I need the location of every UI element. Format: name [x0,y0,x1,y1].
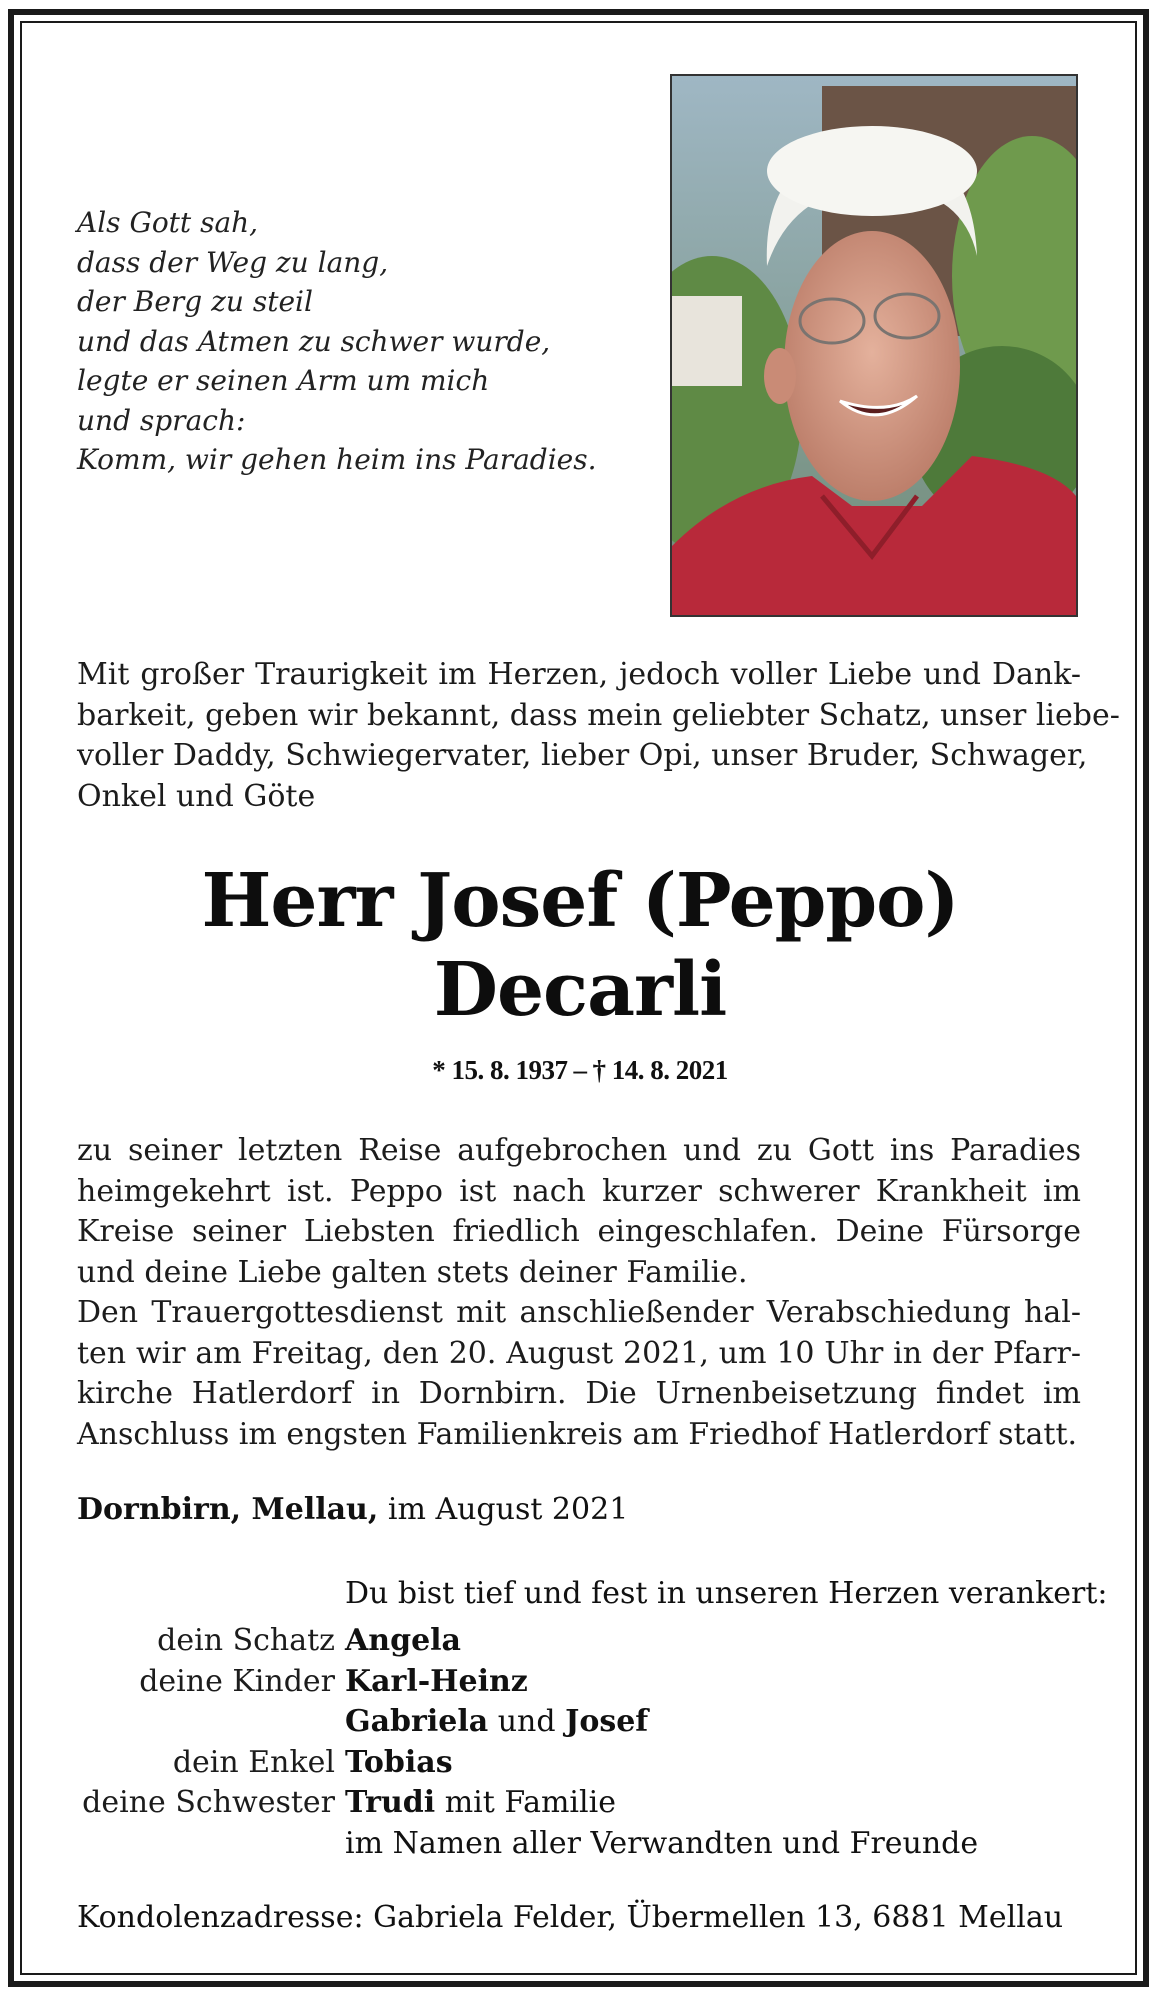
intro-line: barkeit, geben wir bekannt, dass mein geliebter Schatz, unser liebe- [77,697,1120,733]
family-role-empty [60,1702,345,1743]
family-conjunction: und [497,1704,556,1739]
family-role: dein Schatz [157,1623,335,1658]
family-suffix: mit Familie [444,1785,616,1820]
family-row [60,1743,1080,1784]
life-dates [80,1052,1080,1088]
portrait-photo [670,74,1078,617]
poem-line: und das Atmen zu schwer wurde, [77,324,551,358]
body-line: kirche Hatlerdorf in Dornbirn. Die Urnenbeisetzung findet im [77,1376,1081,1411]
family-names [345,1783,1080,1824]
body-line: Anschluss im engsten Familienkreis am Friedhof Hatlerdorf statt. [77,1416,1078,1452]
place-names: Dornbirn, Mellau, [77,1492,379,1527]
month-year: im August 2021 [387,1492,629,1527]
poem-line: der Berg zu steil [77,285,313,318]
poem-line: legte er seinen Arm um mich [77,364,490,397]
family-row [60,1662,1080,1703]
family-name: Josef [565,1704,649,1739]
family-name: Gabriela [345,1704,489,1739]
intro-line: Mit großer Traurigkeit im Herzen, jedoch voller Liebe und Dank- [77,657,1081,692]
poem [77,203,637,480]
family-name: Trudi [345,1785,436,1820]
family-role: deine Kinder [139,1663,335,1699]
family-names [345,1702,1080,1743]
poem-line: dass der Weg zu lang, [77,245,389,279]
body-line: Kreise seiner Liebsten friedlich eingeschlafen. Deine Fürsorge [77,1214,1081,1249]
date-separator: – [573,1055,587,1085]
body-line: und deine Liebe galten stets deiner Familie. [77,1254,748,1290]
family-row [60,1824,1080,1865]
deceased-name-line1: Herr Josef (Peppo) [201,858,959,944]
body-line: Den Trauergottesdienst mit anschließender Verabschiedung hal- [77,1295,1081,1330]
family-closing: im Namen aller Verwandten und Freunde [345,1825,979,1861]
deceased-name-line2: Decarli [433,947,727,1033]
family-row [60,1621,1080,1662]
family-role: deine Schwester [82,1785,335,1820]
family-name: Angela [345,1623,461,1658]
verankert-line: Du bist tief und fest in unseren Herzen verankert: [345,1576,1108,1611]
poem-line: Als Gott sah, [77,206,259,239]
body-paragraph [77,1131,1081,1455]
body-line: ten wir am Freitag, den 20. August 2021, um 10 Uhr in der Pfarr- [77,1335,1081,1371]
condolence-address: Kondolenzadresse: Gabriela Felder, Übermellen 13, 6881 Mellau [77,1900,1064,1935]
family-role-empty [60,1824,345,1865]
family-name: Tobias [345,1744,453,1780]
poem-line: und sprach: [77,403,246,437]
intro-line: Onkel und Göte [77,778,316,814]
intro-line: voller Daddy, Schwiegervater, lieber Opi, unser Bruder, Schwager, [77,738,1088,773]
place-and-date [77,1490,628,1530]
intro-paragraph [77,655,1120,817]
family-list [60,1621,1080,1864]
body-line: zu seiner letzten Reise aufgebrochen und zu Gott ins Paradies [77,1133,1081,1168]
family-row [60,1702,1080,1743]
birth-date: * 15. 8. 1937 [432,1055,568,1085]
family-row [60,1783,1080,1824]
family-role: dein Enkel [172,1744,335,1780]
poem-line: Komm, wir gehen heim ins Paradies. [77,443,597,476]
family-name: Karl-Heinz [345,1663,528,1699]
body-line: heimgekehrt ist. Peppo ist nach kurzer schwerer Krankheit im [77,1173,1081,1209]
death-date: † 14. 8. 2021 [592,1055,728,1085]
